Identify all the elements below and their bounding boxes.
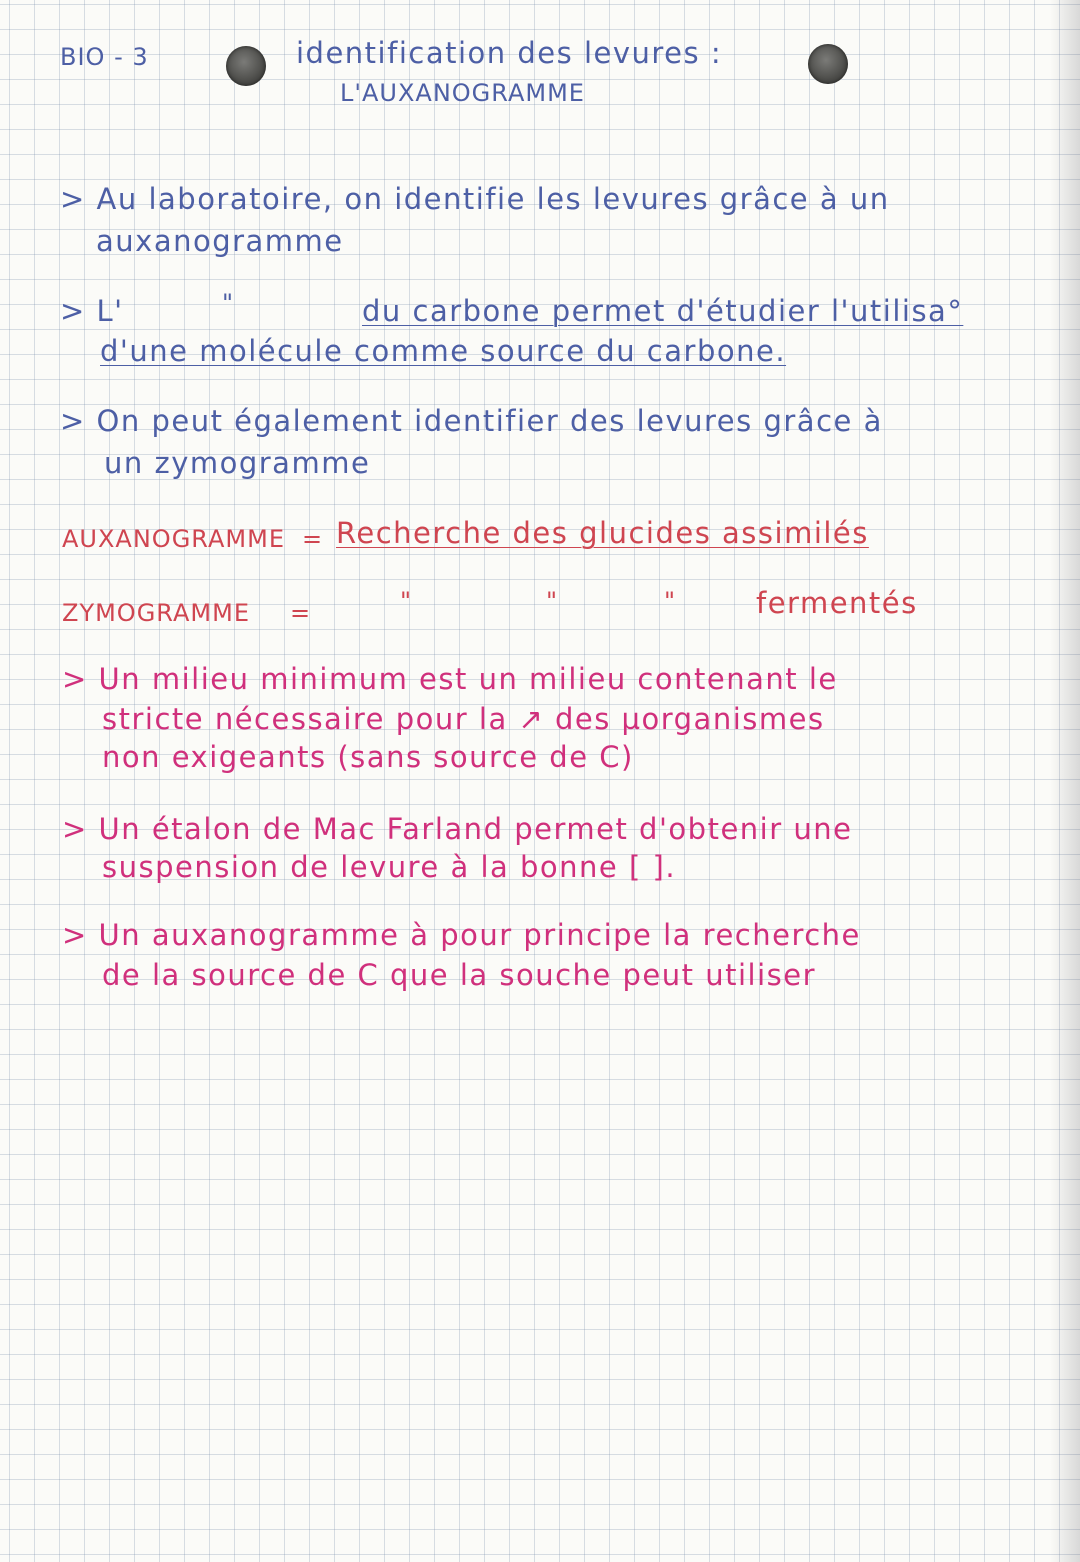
note-line: suspension de levure à la bonne [ ]. [102, 850, 677, 884]
note-line: un zymogramme [104, 446, 371, 480]
note-line: > On peut également identifier des levures grâce à [60, 404, 883, 438]
ditto-mark: " [222, 289, 235, 317]
note-line: > Un milieu minimum est un milieu contenant le [62, 662, 838, 696]
definition-term: ZYMOGRAMME [62, 599, 250, 627]
course-code: BIO - 3 [60, 43, 149, 71]
note-line: d'une molécule comme source du carbone. [100, 334, 787, 368]
ditto-mark: " [546, 587, 559, 615]
definition-term: AUXANOGRAMME [62, 525, 285, 553]
punch-hole-left [226, 46, 266, 86]
equals-sign: = [290, 599, 312, 627]
ditto-mark: " [664, 587, 677, 615]
note-line: auxanogramme [96, 224, 344, 258]
definition-text: fermentés [756, 586, 918, 620]
definition-text: Recherche des glucides assimilés [336, 516, 869, 550]
page-title: identification des levures : [296, 36, 723, 70]
note-line: > Un étalon de Mac Farland permet d'obtenir une [62, 812, 853, 846]
note-line: de la source de C que la souche peut utiliser [102, 958, 816, 992]
note-line: du carbone permet d'étudier l'utilisa° [362, 294, 964, 328]
note-line: stricte nécessaire pour la ↗ des µorganismes [102, 702, 825, 736]
note-line: > Au laboratoire, on identifie les levures grâce à un [60, 182, 890, 216]
punch-hole-right [808, 44, 848, 84]
ditto-mark: " [400, 587, 413, 615]
note-line: > Un auxanogramme à pour principe la recherche [62, 918, 861, 952]
note-line: > L' [60, 294, 124, 328]
equals-sign: = [302, 525, 324, 553]
note-line: non exigeants (sans source de C) [102, 740, 634, 774]
page-subtitle: L'AUXANOGRAMME [340, 79, 585, 107]
paper-edge-shadow [1050, 0, 1080, 1562]
